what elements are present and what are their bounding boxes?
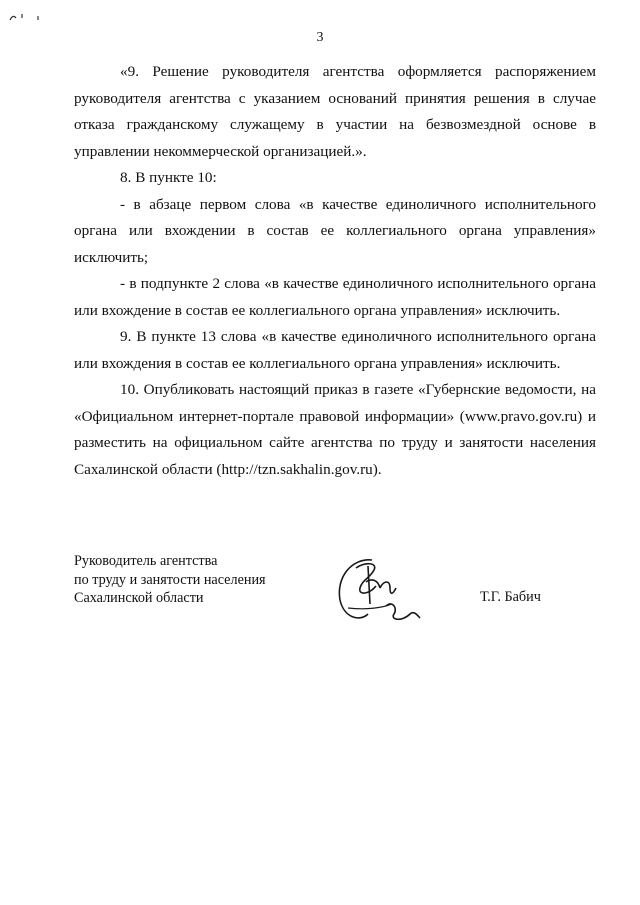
handwritten-signature-icon (326, 548, 426, 638)
scan-mark-icon (8, 10, 48, 24)
paragraph-item-9: «9. Решение руководителя агентства оформляется распоряжением руководителя агентства с указанием оснований принятия решения в случае отказа гражданскому служащему в участии на безвозмездной основе в управлении некоммерческой организацией.». (74, 63, 596, 160)
paragraph-point-9: 9. В пункте 13 слова «в качестве единоличного исполнительного органа или вхождения в состав ее коллегиального органа управления» исключить. (74, 328, 596, 372)
page-number: 3 (316, 30, 324, 45)
paragraph-point-8: 8. В пункте 10: (120, 169, 217, 186)
signatory-title-line: Руководитель агентства (74, 553, 218, 569)
paragraph-abzac-1: - в абзаце первом слова «в качестве единоличного исполнительного органа или вхождении в состав ее коллегиального органа управления» исключить; (74, 195, 596, 266)
signatory-title-line: Сахалинской области (74, 590, 204, 606)
signatory-title-line: по труду и занятости населения (74, 571, 266, 588)
body-text (74, 59, 596, 483)
paragraph-subpoint-2: - в подпункте 2 слова «в качестве единоличного исполнительного органа или вхождение в состав ее коллегиального органа управления» исключить. (74, 275, 596, 319)
signatory-title (74, 552, 266, 608)
signatory-name: Т.Г. Бабич (480, 589, 541, 605)
paragraph-point-10: 10. Опубликовать настоящий приказ в газете «Губернские ведомости, на «Официальном интернет-портале правовой информации» (www.pravo.gov.ru) и разместить на официальном сайте агентства по труду и занятости населения Сахалинской области (http://tzn.sakhalin.gov.ru). (74, 381, 596, 478)
